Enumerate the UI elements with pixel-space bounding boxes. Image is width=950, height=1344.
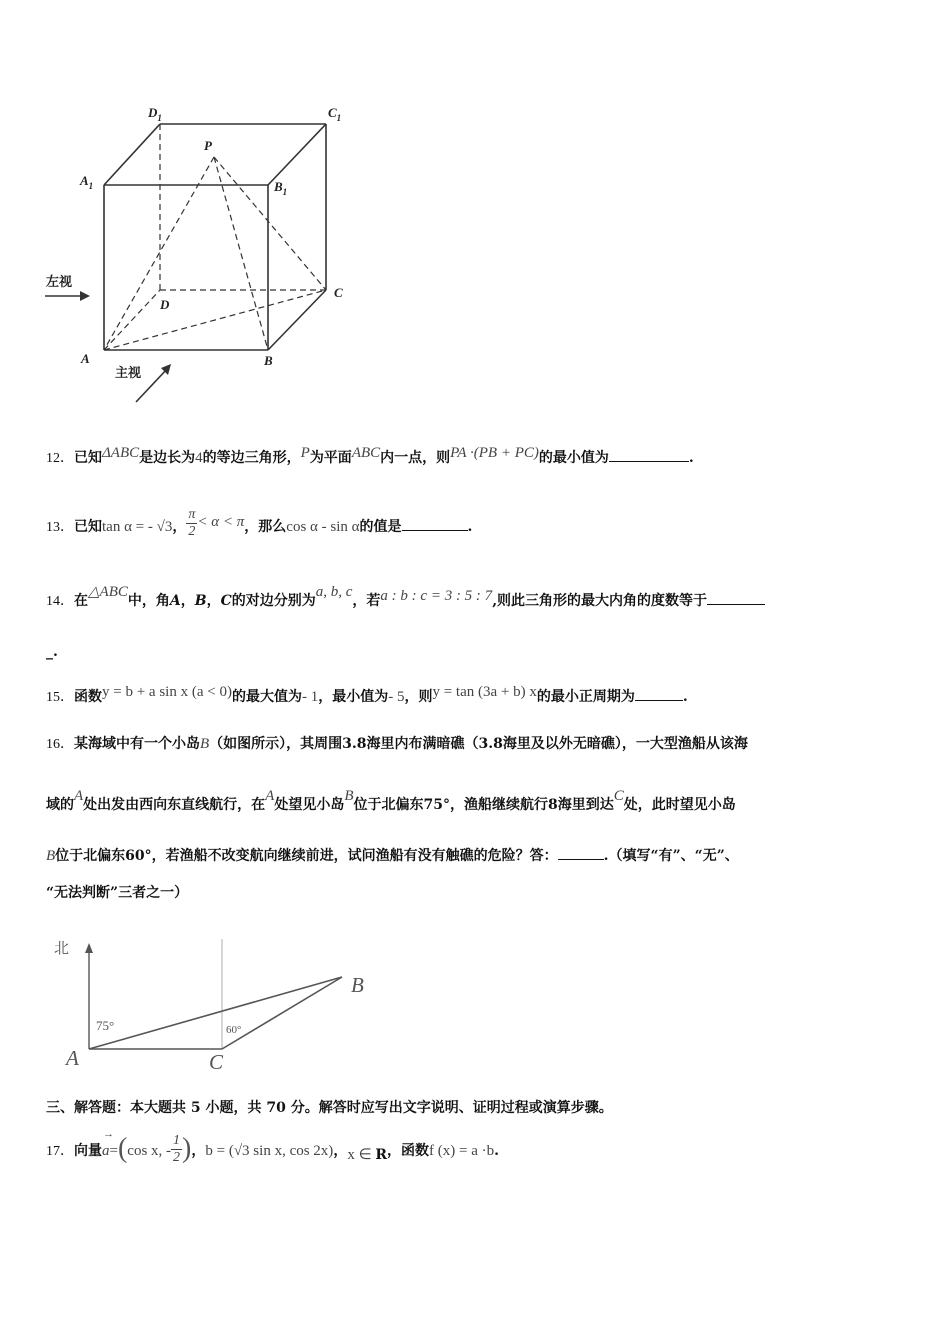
point-a-label: A bbox=[66, 1046, 79, 1070]
question-16-line-4: “无法判断”三者之一） bbox=[46, 885, 189, 901]
angle-60-label: 60° bbox=[226, 1024, 242, 1036]
question-16-line-1: 16．某海域中有一个小岛B（如图所示），其周围3.8海里内布满暗礁（3.8海里及以外无暗礁），一大型渔船从该海 bbox=[46, 736, 748, 752]
edge-bc bbox=[268, 290, 326, 350]
answer-blank-15[interactable] bbox=[635, 686, 683, 701]
answer-blank-13[interactable] bbox=[402, 516, 468, 531]
question-13: 13．已知tan α = - √3， $\frac{\pi}{2}$ < α < π，那么cos α - sin α的值是 . bbox=[46, 506, 473, 539]
fraction-pi-over-2: $\frac{\pi}{2}$ bbox=[188, 506, 196, 539]
segment-cb bbox=[222, 977, 342, 1049]
edge-a1d1 bbox=[104, 124, 160, 185]
cube-figure bbox=[40, 95, 370, 415]
label-a1: $A_1$ bbox=[80, 173, 94, 191]
point-c-label: C bbox=[209, 1050, 224, 1074]
label-d1: $D_1$ bbox=[148, 105, 162, 123]
question-14-continuation: _. bbox=[46, 644, 58, 660]
section-3-heading: 三、解答题：本大题共 5 小题，共 70 分。解答时应写出文字说明、证明过程或演算步骤。 bbox=[46, 1100, 613, 1116]
angle-75-label: 75° bbox=[96, 1018, 115, 1033]
question-15: 15．函数y = b + a sin x (a < 0)的最大值为- 1，最小值为- 5，则y = tan (3a + b) x的最小正周期为 . bbox=[46, 684, 688, 705]
edge-pc bbox=[214, 157, 326, 290]
question-17: 17．向量 → a=(cos x, - $\frac{1}{2}$ )，b = (√3 sin x, cos 2x)，x ∈ R，函数f (x) = a ·b. bbox=[46, 1128, 500, 1165]
question-14: 14．在△ABC中，角A，B，C的对边分别为a, b, c，若a : b : c = 3 : 5 : 7,则此三角形的最大内角的度数等于 bbox=[46, 590, 906, 612]
answer-blank-12[interactable] bbox=[609, 447, 689, 462]
segment-ab bbox=[89, 977, 342, 1049]
label-b1: $B_1$ bbox=[274, 179, 288, 197]
left-view-label: 左视 bbox=[46, 275, 73, 290]
label-c: C bbox=[334, 285, 343, 300]
edge-pa bbox=[104, 157, 214, 350]
question-16-line-2: 域的A处出发由西向东直线航行，在A处望见小岛B位于北偏东75°，渔船继续航行8海里到达C处，此时望见小岛 bbox=[46, 788, 736, 813]
edge-ad bbox=[104, 290, 160, 350]
island-figure bbox=[46, 935, 386, 1080]
label-p: P bbox=[204, 138, 212, 153]
label-a: A bbox=[81, 351, 90, 366]
answer-blank-14[interactable] bbox=[707, 590, 765, 605]
question-16-line-3: B位于北偏东60°，若渔船不改变航向继续前进，试问渔船有没有触礁的危险？答： .（填写“有”、“无”、 bbox=[46, 845, 906, 866]
label-d: D bbox=[160, 297, 170, 312]
edge-ac bbox=[104, 290, 326, 350]
edge-b1c1 bbox=[268, 124, 326, 185]
question-12: 12．已知ΔABC是边长为4的等边三角形，P为平面ABC内一点，则PA ·(PB + PC)的最小值为 . bbox=[46, 445, 694, 466]
point-b-label: B bbox=[351, 973, 364, 997]
north-label: 北 bbox=[54, 939, 70, 957]
front-view-label: 主视 bbox=[115, 366, 142, 381]
label-c1: $C_1$ bbox=[328, 105, 342, 123]
label-b: B bbox=[264, 353, 273, 368]
answer-blank-16[interactable] bbox=[558, 845, 604, 860]
edge-pb bbox=[214, 157, 268, 350]
